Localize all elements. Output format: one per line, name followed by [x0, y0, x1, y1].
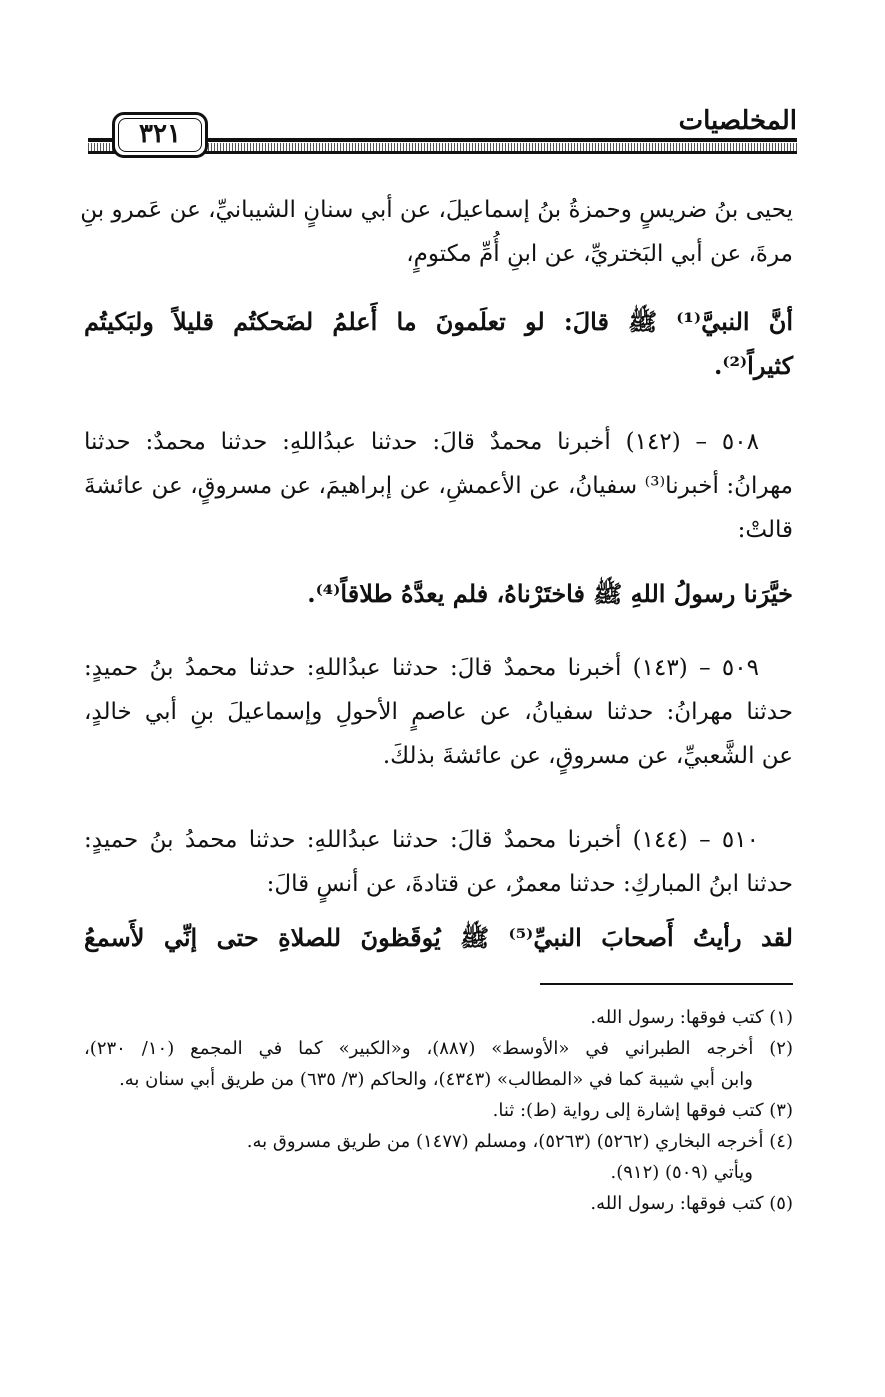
footnote-1: (١) كتب فوقها: رسول الله. — [590, 1007, 793, 1028]
footnote-4: (٤) أخرجه البخاري (٥٢٦٢) (٥٢٦٣)، ومسلم (١٤٧٧) من طريق مسروق به. — [246, 1131, 793, 1152]
entry-510 — [84, 818, 793, 906]
text-line: يحيى بنُ ضريسٍ وحمزةُ بنُ إسماعيلَ، عن أبي سنانٍ الشيبانيِّ، عن عَمرو بنِ — [80, 197, 793, 223]
text-line: ٥١٠ – (١٤٤) أخبرنا محمدٌ قالَ: حدثنا عبدُاللهِ: حدثنا محمدُ بنُ حميدٍ: — [84, 827, 759, 853]
footnotes — [84, 1002, 793, 1219]
text-line: لقد رأيتُ أَصحابَ النبيِّ⁽⁵⁾ ﷺ يُوقَظونَ للصلاةِ حتى إنِّي لأَسمعُ — [84, 923, 793, 952]
hadith-text-2 — [84, 572, 793, 616]
text-line: قالتْ: — [737, 517, 793, 543]
text-line: حدثنا مهرانُ: حدثنا سفيانُ، عن عاصمٍ الأحولِ وإسماعيلَ بنِ أبي خالدٍ، — [84, 699, 793, 725]
running-header-title: المخلصيات — [678, 106, 797, 136]
footnote-4-continuation: ويأتي (٥٠٩) (٩١٢). — [610, 1162, 753, 1183]
entry-508 — [84, 420, 793, 552]
footnote-2: (٢) أخرجه الطبراني في «الأوسط» (٨٨٧)، و«الكبير» كما في المجمع (١٠/ ٢٣٠)، — [84, 1038, 793, 1059]
text-line: مرةَ، عن أبي البَختريِّ، عن ابنِ أُمِّ مكتومٍ، — [406, 241, 793, 267]
footnote-separator — [540, 983, 793, 985]
entry-509 — [84, 646, 793, 778]
page-number-frame — [112, 112, 208, 158]
footnote-2-continuation: وابن أبي شيبة كما في «المطالب» (٤٣٤٣)، والحاكم (٣/ ٦٣٥) من طريق أبي سنان به. — [119, 1069, 753, 1090]
text-line: ٥٠٨ – (١٤٢) أخبرنا محمدٌ قالَ: حدثنا عبدُاللهِ: حدثنا محمدٌ: حدثنا — [84, 429, 759, 455]
text-line: خيَّرَنا رسولُ اللهِ ﷺ فاختَرْناهُ، فلم يعدَّهُ طلاقاً⁽⁴⁾. — [307, 579, 793, 608]
text-line: كثيراً⁽²⁾. — [714, 351, 793, 380]
footnote-3: (٣) كتب فوقها إشارة إلى رواية (ط): ثنا. — [492, 1100, 793, 1121]
text-line: عن الشَّعبيِّ، عن مسروقٍ، عن عائشةَ بذلكَ. — [382, 743, 793, 769]
text-line: ٥٠٩ – (١٤٣) أخبرنا محمدٌ قالَ: حدثنا عبدُاللهِ: حدثنا محمدُ بنُ حميدٍ: — [84, 655, 759, 681]
page-number: ٣٢١ — [139, 119, 181, 149]
text-line: حدثنا ابنُ المباركِ: حدثنا معمرٌ، عن قتادةَ، عن أنسٍ قالَ: — [266, 871, 793, 897]
paragraph-isnad-continuation — [80, 188, 793, 276]
hadith-text-1 — [84, 300, 793, 388]
footnote-5: (٥) كتب فوقها: رسول الله. — [590, 1193, 793, 1214]
text-line: مهرانُ: أخبرنا⁽³⁾ سفيانُ، عن الأعمشِ، عن إبراهيمَ، عن مسروقٍ، عن عائشةَ — [84, 473, 793, 499]
hadith-text-3 — [84, 916, 793, 960]
text-line: أنَّ النبيَّ⁽¹⁾ ﷺ قالَ: لو تعلَمونَ ما أَعلمُ لضَحكتُم قليلاً ولبَكيتُم — [84, 307, 794, 336]
